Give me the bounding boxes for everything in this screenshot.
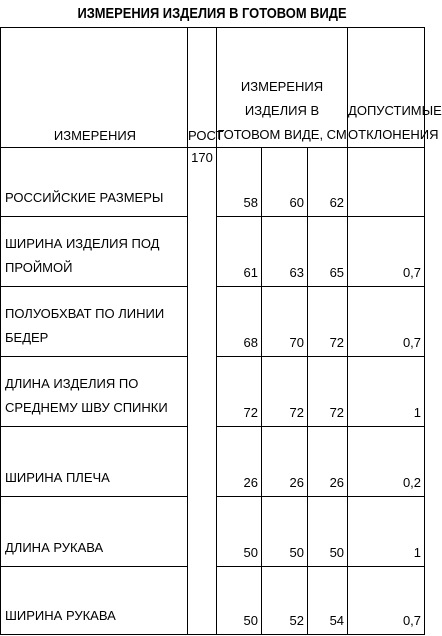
size-value: 54 [308, 567, 348, 635]
size-value: 50 [217, 497, 262, 567]
size-value: 50 [262, 497, 308, 567]
row-label: ДЛИНА РУКАВА [1, 497, 188, 567]
size-value: 50 [308, 497, 348, 567]
size-value: 68 [217, 287, 262, 357]
row-label: ПОЛУОБХВАТ ПО ЛИНИИ БЕДЕР [1, 287, 188, 357]
tolerance-value: 1 [348, 357, 425, 427]
tolerance-value: 1 [348, 497, 425, 567]
height-value: 170 [188, 148, 217, 635]
row-label: ШИРИНА ПЛЕЧА [1, 427, 188, 497]
header-measurements: ИЗМЕРЕНИЯ [1, 28, 188, 148]
size-value: 58 [217, 148, 262, 217]
row-label: ШИРИНА РУКАВА [1, 567, 188, 635]
table-row [1, 148, 425, 217]
size-value: 63 [262, 217, 308, 287]
header-garment-measurements: ИЗМЕРЕНИЯ ИЗДЕЛИЯ В ГОТОВОМ ВИДЕ, СМ [217, 28, 348, 148]
header-height: РОСТ [188, 28, 217, 148]
size-value: 52 [262, 567, 308, 635]
size-value: 26 [308, 427, 348, 497]
size-value: 26 [217, 427, 262, 497]
tolerance-value: 0,7 [348, 217, 425, 287]
row-label: РОССИЙСКИЕ РАЗМЕРЫ [1, 148, 188, 217]
tolerance-value: 0,2 [348, 427, 425, 497]
row-label: ДЛИНА ИЗДЕЛИЯ ПО СРЕДНЕМУ ШВУ СПИНКИ [1, 357, 188, 427]
tolerance-value: 0,7 [348, 287, 425, 357]
header-tolerance: ДОПУСТИМЫЕ ОТКЛОНЕНИЯ [348, 28, 425, 148]
size-value: 70 [262, 287, 308, 357]
measurements-table [0, 27, 442, 635]
size-value: 62 [308, 148, 348, 217]
tolerance-value [348, 148, 425, 217]
size-value: 65 [308, 217, 348, 287]
size-value: 60 [262, 148, 308, 217]
size-value: 50 [217, 567, 262, 635]
size-value: 72 [308, 357, 348, 427]
size-value: 72 [217, 357, 262, 427]
table-header-row [1, 28, 425, 148]
size-value: 72 [262, 357, 308, 427]
document-title: ИЗМЕРЕНИЯ ИЗДЕЛИЯ В ГОТОВОМ ВИДЕ [77, 5, 347, 22]
row-label: ШИРИНА ИЗДЕЛИЯ ПОД ПРОЙМОЙ [1, 217, 188, 287]
size-value: 61 [217, 217, 262, 287]
tolerance-value: 0,7 [348, 567, 425, 635]
size-value: 72 [308, 287, 348, 357]
size-value: 26 [262, 427, 308, 497]
